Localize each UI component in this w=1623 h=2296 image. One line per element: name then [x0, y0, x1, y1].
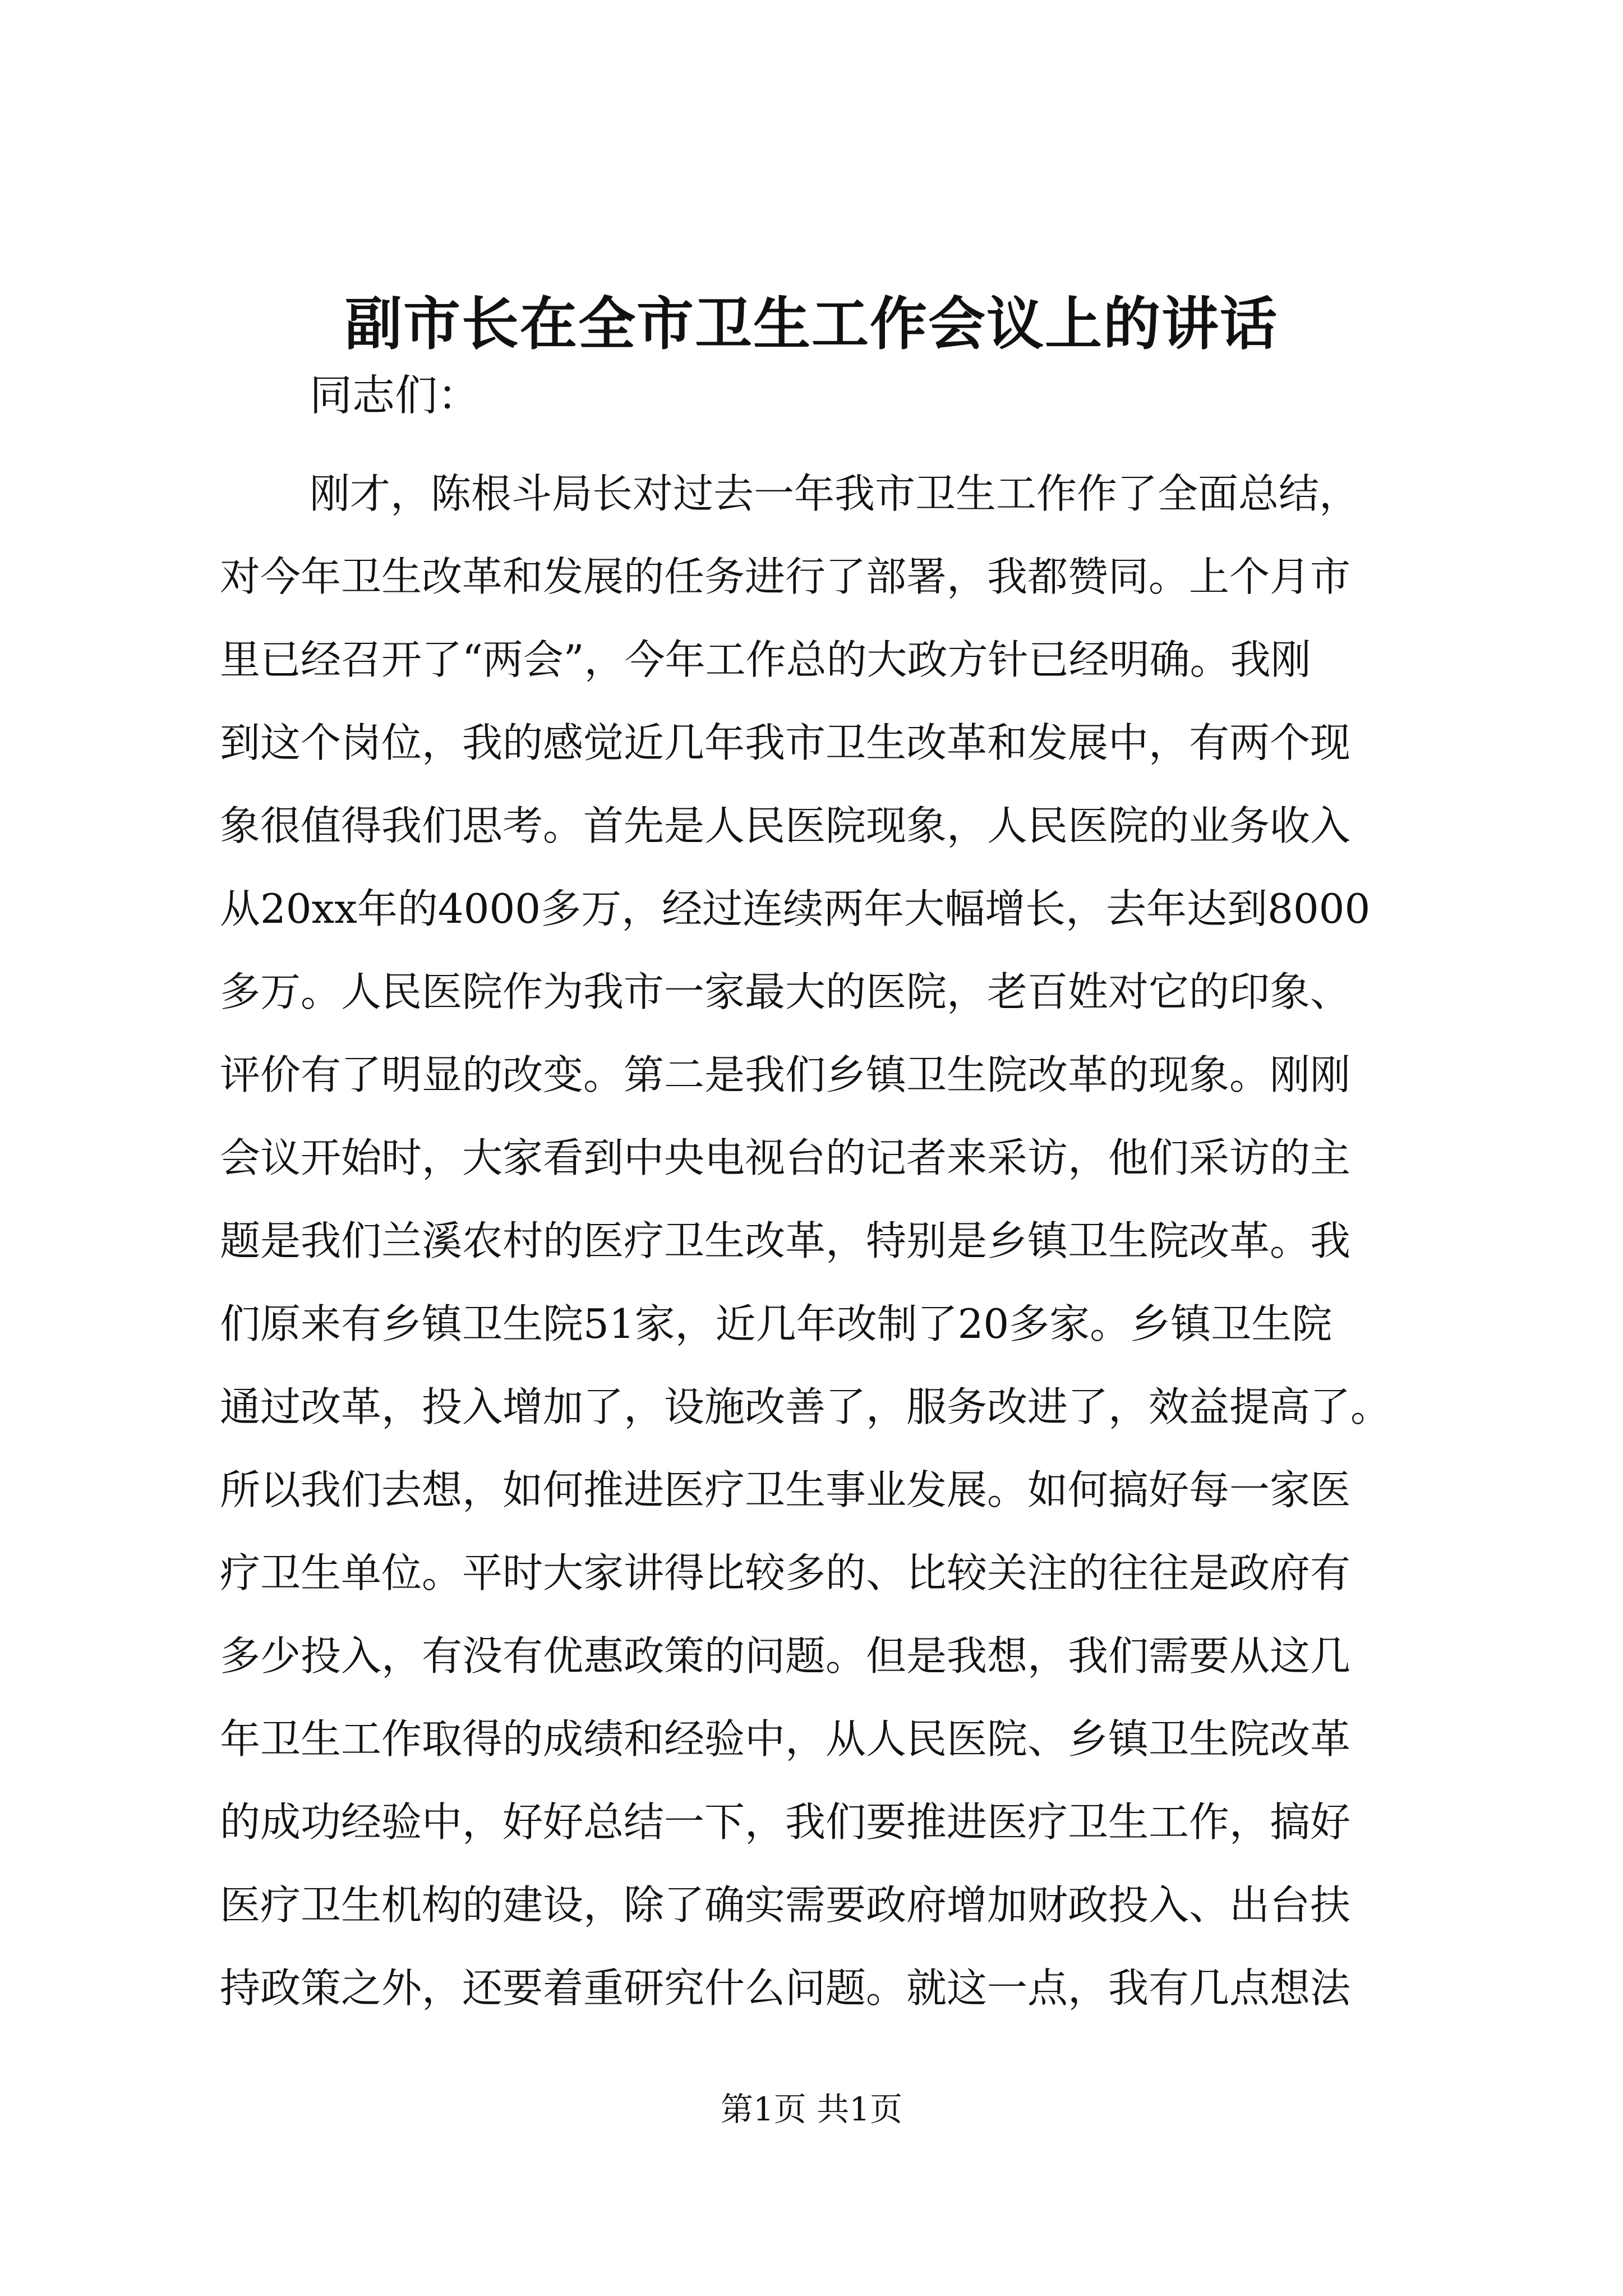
- paragraph-line: 象很值得我们思考。首先是人民医院现象，人民医院的业务收入: [220, 802, 1351, 849]
- paragraph-line: 从20xx年的4000多万，经过连续两年大幅增长，去年达到8000: [220, 885, 1371, 932]
- greeting-line: 同志们：: [310, 370, 480, 420]
- page-number-footer: 第1页 共1页: [720, 2090, 903, 2128]
- paragraph-line: 通过改革，投入增加了，设施改善了，服务改进了，效益提高了。: [220, 1383, 1391, 1430]
- paragraph-line: 年卫生工作取得的成绩和经验中，从人民医院、乡镇卫生院改革: [220, 1715, 1351, 1763]
- paragraph-line: 们原来有乡镇卫生院51家，近几年改制了20多家。乡镇卫生院: [220, 1300, 1332, 1347]
- paragraph-line: 评价有了明显的改变。第二是我们乡镇卫生院改革的现象。刚刚: [220, 1051, 1351, 1098]
- speech-paragraph: [220, 452, 1431, 2030]
- paragraph-line: 所以我们去想，如何推进医疗卫生事业发展。如何搞好每一家医: [220, 1466, 1351, 1513]
- paragraph-line: 持政策之外，还要着重研究什么问题。就这一点，我有几点想法: [220, 1964, 1351, 2012]
- paragraph-line: 多少投入，有没有优惠政策的问题。但是我想，我们需要从这几: [220, 1632, 1351, 1680]
- paragraph-line: 里已经召开了“两会”，今年工作总的大政方针已经明确。我刚: [220, 636, 1311, 683]
- document-title: 副市长在全市卫生工作会议上的讲话: [345, 291, 1278, 358]
- paragraph-line: 的成功经验中，好好总结一下，我们要推进医疗卫生工作，搞好: [220, 1798, 1351, 1846]
- paragraph-line: 题是我们兰溪农村的医疗卫生改革，特别是乡镇卫生院改革。我: [220, 1217, 1351, 1264]
- paragraph-line: 多万。人民医院作为我市一家最大的医院，老百姓对它的印象、: [220, 968, 1351, 1015]
- paragraph-line: 刚才，陈根斗局长对过去一年我市卫生工作作了全面总结，: [310, 470, 1360, 517]
- paragraph-line: 对今年卫生改革和发展的任务进行了部署，我都赞同。上个月市: [220, 553, 1351, 600]
- paragraph-line: 医疗卫生机构的建设，除了确实需要政府增加财政投入、出台扶: [220, 1881, 1351, 1929]
- paragraph-line: 到这个岗位，我的感觉近几年我市卫生改革和发展中，有两个现: [220, 719, 1351, 766]
- paragraph-line: 会议开始时，大家看到中央电视台的记者来采访，他们采访的主: [220, 1134, 1351, 1181]
- paragraph-line: 疗卫生单位。平时大家讲得比较多的、比较关注的往往是政府有: [220, 1549, 1351, 1596]
